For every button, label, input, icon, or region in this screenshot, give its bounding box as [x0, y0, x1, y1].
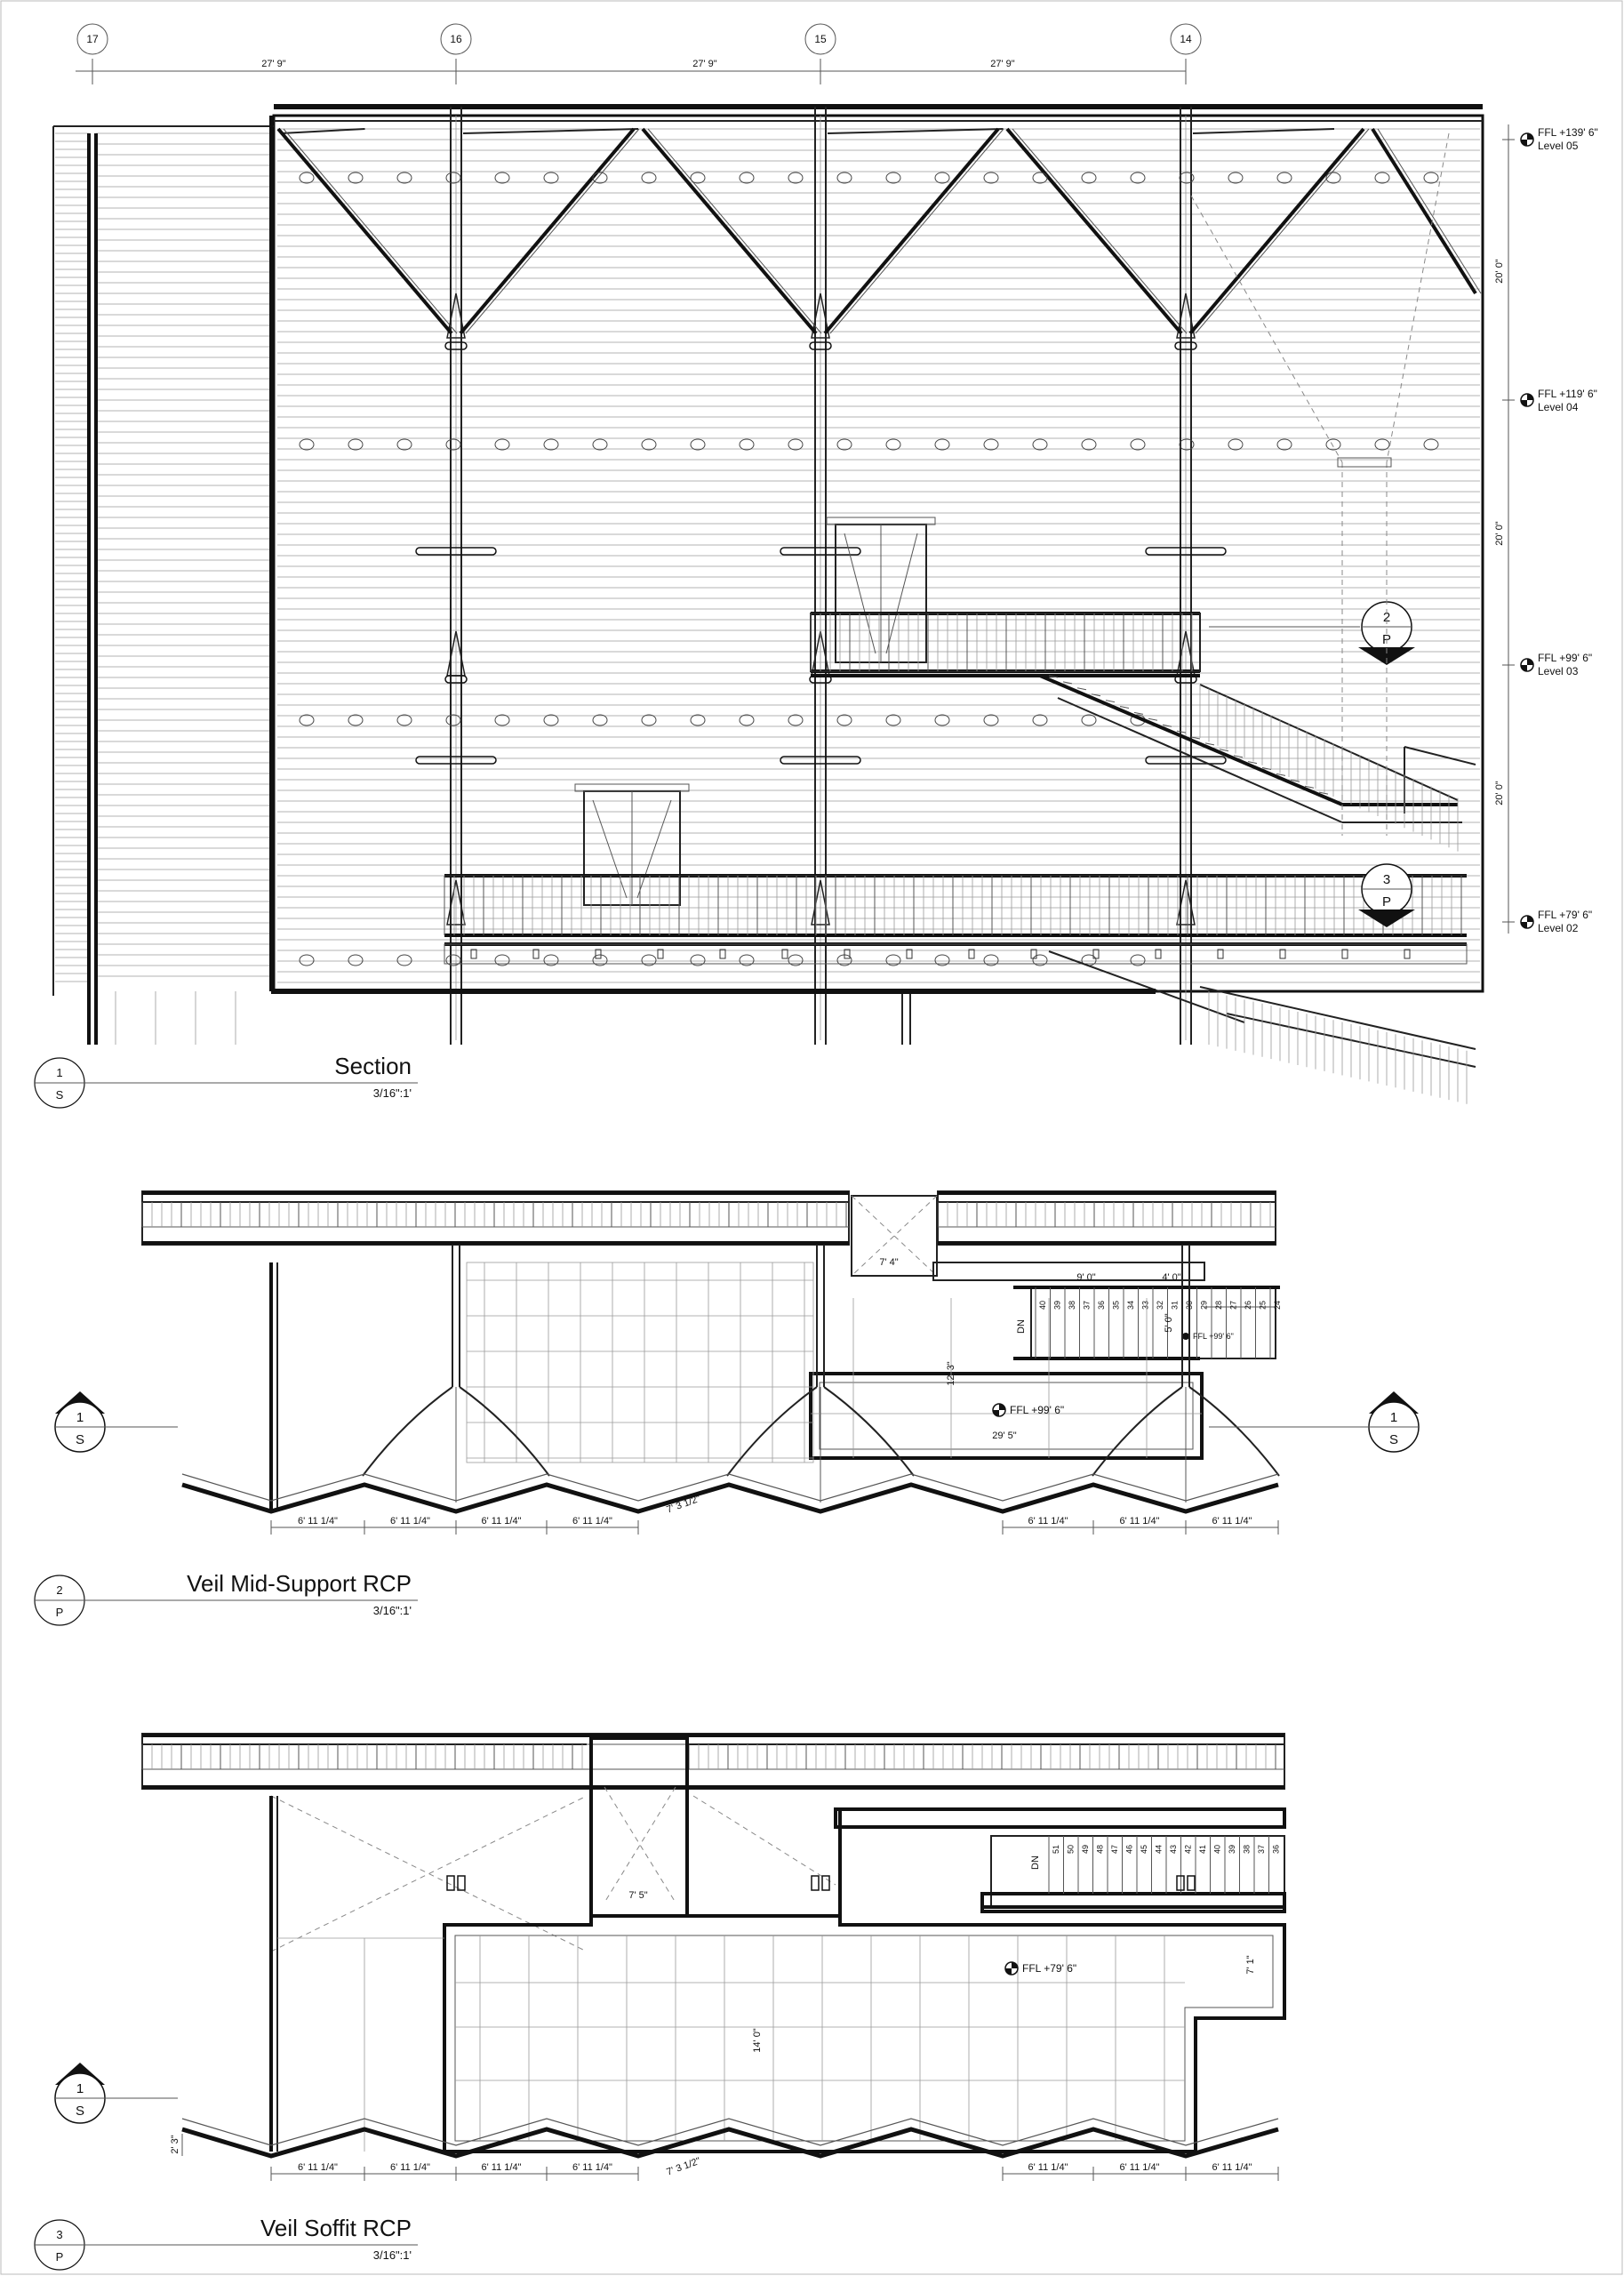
p3-tread-number: 39 [1228, 1844, 1236, 1855]
callout-3-sheet: P [1381, 894, 1392, 910]
p2-tread-number: 26 [1244, 1300, 1252, 1310]
callout-3-num: 3 [1382, 872, 1391, 887]
dim-top-2: 27' 9" [692, 59, 717, 69]
grid-bubbles [77, 24, 1201, 54]
title-3-sheet: P [55, 2250, 64, 2264]
title-1-text: Section [334, 1053, 412, 1079]
p3-tread-number: 51 [1052, 1844, 1060, 1855]
level-05-ffl: FFL +139' 6" [1538, 126, 1598, 139]
lower-walkway [444, 784, 1467, 964]
dim-top-3: 27' 9" [990, 59, 1015, 69]
level-marker-02 [1521, 909, 1592, 934]
bottom-dimension: 6' 11 1/4" [572, 1516, 612, 1527]
veil-brackets [300, 172, 1438, 966]
p2-tread-number: 29 [1199, 1300, 1209, 1310]
title-block-section [35, 1053, 418, 1108]
p2-cut-left-sheet: S [75, 1432, 85, 1447]
p3-tread-number: 46 [1124, 1844, 1134, 1855]
section-view [53, 24, 1598, 1104]
p2-diag-dim: 7' 3 1/2" [665, 1493, 702, 1516]
p3-tread-number: 50 [1066, 1844, 1076, 1855]
level-marker-04 [1521, 388, 1597, 413]
p2-cut-right [1209, 1391, 1419, 1452]
grid-label-16: 16 [450, 33, 462, 45]
bottom-dimension: 6' 11 1/4" [481, 1516, 522, 1527]
p2-stair-width: 5' 0" [1164, 1313, 1174, 1333]
p2-tread-number: 30 [1185, 1300, 1194, 1310]
p2-cut-left [55, 1391, 178, 1452]
section-stair-lower [1049, 951, 1476, 1104]
title-block-mid-support [35, 1570, 418, 1625]
bottom-dimension: 6' 11 1/4" [1212, 2162, 1252, 2173]
p3-platform-ffl: FFL +79' 6" [1022, 1962, 1077, 1975]
roof-truss [278, 129, 1481, 333]
p2-landing-dim: 7' 4" [879, 1257, 899, 1268]
section-callout-2 [1209, 602, 1415, 665]
bottom-dimension: 6' 11 1/4" [1119, 1516, 1160, 1527]
p3-platform-depth: 14' 0" [752, 2028, 763, 2053]
p2-platform-width: 29' 5" [992, 1431, 1017, 1441]
dim-top-1: 27' 9" [261, 59, 286, 69]
dim-vertical-2: 20' 0" [1494, 521, 1505, 546]
title-1-scale: 3/16":1' [372, 1086, 412, 1100]
level-04-name: Level 04 [1538, 401, 1579, 413]
p3-tread-number: 49 [1081, 1844, 1090, 1855]
level-dimension-string [1494, 124, 1515, 934]
p2-tread-number: 28 [1214, 1300, 1223, 1310]
p3-tread-number: 47 [1110, 1844, 1119, 1855]
grid-label-15: 15 [814, 33, 827, 45]
p2-platform-depth: 12' 3" [946, 1361, 956, 1386]
level-03-ffl: FFL +99' 6" [1538, 652, 1593, 664]
bottom-dimension: 6' 11 1/4" [1212, 1516, 1252, 1527]
p3-tread-number: 38 [1242, 1844, 1252, 1855]
bottom-dimension: 6' 11 1/4" [481, 2162, 522, 2173]
title-3-num: 3 [56, 2228, 63, 2241]
p3-right-dim: 7' 1" [1245, 1955, 1256, 1975]
p3-tread-number: 36 [1271, 1844, 1281, 1855]
columns [89, 107, 1195, 1045]
p3-tread-number: 41 [1198, 1844, 1207, 1855]
p2-stair-ffl: FFL +99' 6" [1193, 1332, 1234, 1341]
dim-vertical-1: 20' 0" [1494, 259, 1505, 284]
p3-tread-number: 37 [1257, 1844, 1266, 1855]
title-2-scale: 3/16":1' [372, 1604, 412, 1617]
dim-vertical-3: 20' 0" [1494, 781, 1505, 805]
p2-tread-number: 35 [1111, 1300, 1121, 1310]
title-block-soffit [35, 2215, 418, 2270]
p3-void-dim: 7' 5" [628, 1890, 648, 1901]
p3-diag-dim: 7' 3 1/2" [665, 2155, 702, 2178]
grid-label-14: 14 [1180, 33, 1192, 45]
plan-veil-mid-support [55, 1191, 1419, 1535]
p2-cut-right-sheet: S [1388, 1432, 1399, 1447]
p2-platform-ffl: FFL +99' 6" [1010, 1404, 1065, 1416]
p2-stair-offset: 4' 0" [1162, 1272, 1181, 1283]
p3-tread-number: 48 [1095, 1844, 1105, 1855]
level-02-ffl: FFL +79' 6" [1538, 909, 1593, 921]
p2-cut-right-num: 1 [1389, 1410, 1398, 1425]
p3-cut-left-sheet: S [75, 2104, 85, 2119]
p3-tread-number: 40 [1212, 1844, 1222, 1855]
p2-tread-number: 37 [1082, 1300, 1092, 1310]
title-1-sheet: S [55, 1088, 64, 1102]
p2-tread-number: 39 [1052, 1300, 1062, 1310]
bottom-dimension: 6' 11 1/4" [298, 1516, 338, 1527]
p2-tread-number: 27 [1228, 1300, 1238, 1310]
title-3-text: Veil Soffit RCP [260, 2215, 412, 2241]
level-marker-03 [1521, 652, 1592, 677]
callout-2-sheet: P [1381, 632, 1392, 647]
callout-2-num: 2 [1382, 610, 1391, 625]
p2-veil-zigzag [182, 1485, 1278, 1511]
p2-tread-number: 31 [1170, 1300, 1180, 1310]
p2-tread-number: 40 [1038, 1300, 1047, 1310]
p3-tread-number: 43 [1169, 1844, 1178, 1855]
sheet-border [1, 1, 1622, 2274]
p3-cut-left [55, 2063, 178, 2123]
bottom-dimension: 6' 11 1/4" [298, 2162, 338, 2173]
bottom-dimension: 6' 11 1/4" [390, 1516, 430, 1527]
p3-tread-number: 42 [1183, 1844, 1193, 1855]
p3-cut-left-num: 1 [76, 2081, 84, 2096]
level-03-name: Level 03 [1538, 665, 1579, 677]
section-callout-3 [1358, 864, 1415, 927]
title-2-sheet: P [55, 1606, 64, 1619]
p2-tread-number: 25 [1258, 1300, 1268, 1310]
p3-stair-dn: DN [1030, 1855, 1041, 1870]
p2-tread-number: 38 [1068, 1300, 1076, 1310]
p2-tread-number: 36 [1097, 1300, 1106, 1310]
title-3-scale: 3/16":1' [372, 2248, 412, 2262]
level-markers [1521, 126, 1598, 934]
level-marker-05 [1521, 126, 1598, 152]
bottom-dimension: 6' 11 1/4" [1119, 2162, 1160, 2173]
p3-tread-number: 45 [1140, 1844, 1148, 1855]
p2-tread-number: 33 [1140, 1300, 1150, 1310]
level-05-name: Level 05 [1538, 140, 1579, 152]
section-outline [274, 116, 1483, 991]
level-04-ffl: FFL +119' 6" [1538, 388, 1597, 400]
section-stair-upper [1040, 676, 1476, 852]
p3-tread-number: 44 [1154, 1844, 1164, 1855]
title-1-num: 1 [56, 1066, 63, 1079]
facade-lines [277, 129, 1480, 982]
p2-stair-dn: DN [1016, 1319, 1027, 1334]
grid-label-17: 17 [86, 33, 99, 45]
top-dimension-string [76, 59, 1186, 84]
plan-veil-soffit [55, 1734, 1284, 2181]
level-02-name: Level 02 [1538, 922, 1579, 934]
p2-tread-number: 32 [1156, 1300, 1164, 1310]
p3-left-small-dim: 2' 3" [170, 2135, 180, 2154]
bottom-dimension: 6' 11 1/4" [1028, 2162, 1068, 2173]
p2-tread-number: 34 [1126, 1300, 1135, 1310]
bottom-dimension: 6' 11 1/4" [572, 2162, 612, 2173]
p2-cut-left-num: 1 [76, 1410, 84, 1425]
title-2-text: Veil Mid-Support RCP [187, 1570, 412, 1597]
p2-stair-run: 9' 0" [1076, 1272, 1096, 1283]
p2-tread-number: 24 [1273, 1300, 1282, 1310]
bottom-dimension: 6' 11 1/4" [1028, 1516, 1068, 1527]
bottom-dimension: 6' 11 1/4" [390, 2162, 430, 2173]
title-2-num: 2 [56, 1583, 63, 1597]
